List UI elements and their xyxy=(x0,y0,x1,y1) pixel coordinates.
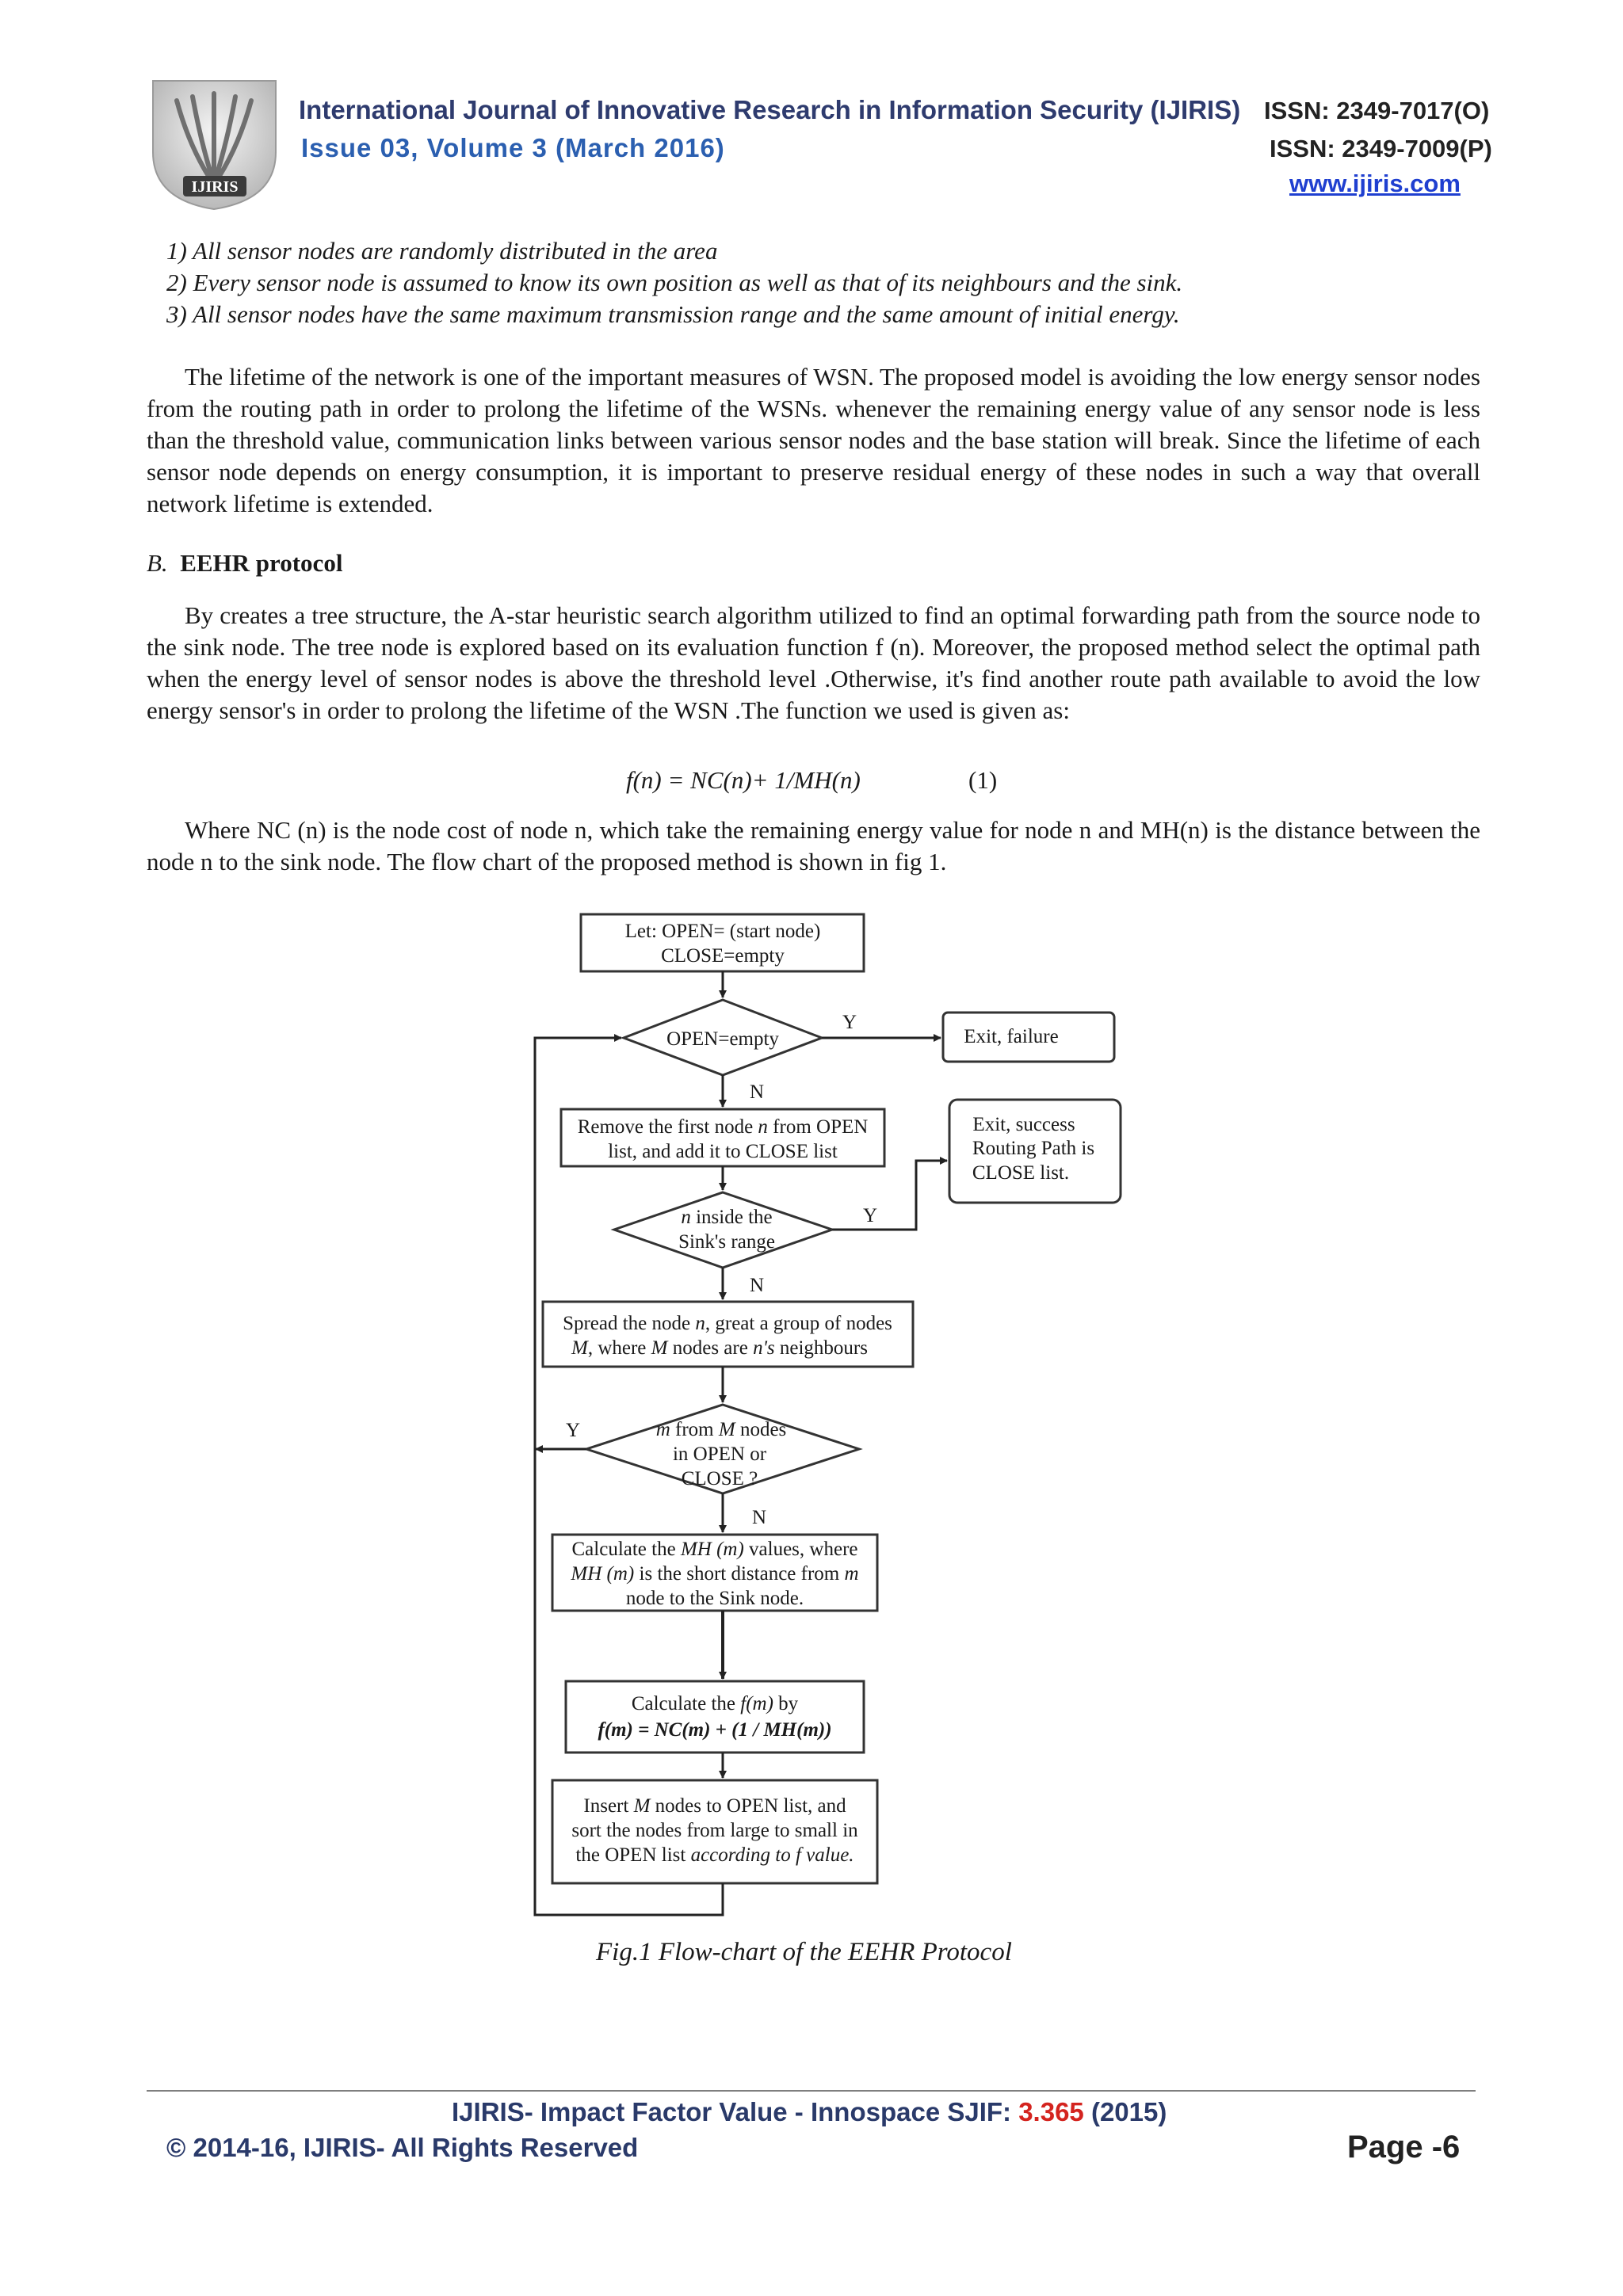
assumption-3: 3) All sensor nodes have the same maximum transmission range and the same amount of initial energy. xyxy=(166,300,1180,328)
remove-line-1-a: Remove the first node xyxy=(577,1116,758,1138)
remove-line-1-b: from OPEN xyxy=(767,1116,869,1138)
calc-f-line-2: f(m) = NC(m) + (1 / MH(m)) xyxy=(598,1719,832,1741)
decision-sink-line-1-b: inside the xyxy=(690,1207,773,1228)
footer-copyright: © 2014-16, IJIRIS- All Rights Reserved xyxy=(166,2133,639,2162)
footer-impact xyxy=(452,2097,1167,2127)
start-line-1: Let: OPEN= (start node) xyxy=(624,921,821,942)
footer-impact-value: 3.365 xyxy=(1018,2097,1084,2126)
equation-formula: f(n) = NC(n)+ 1/MH(n) xyxy=(626,766,861,794)
paragraph-astar-text: By creates a tree structure, the A-star heuristic search algorithm utilized to find an optimal forwarding path from the source node to the sink node. The tree node is explored based on its evaluation function f (n). Moreover, the proposed method select the optimal path when the energy level of sensor nodes is above the threshold level .Otherwise, it's find another route path available to avoid the low energy sensor's in order to prolong the lifetime of the WSN .The function we used is given as: xyxy=(147,601,1480,724)
decision-mnodes-line-1-M: M xyxy=(718,1419,735,1440)
yes-label-2: Y xyxy=(862,1205,878,1226)
footer-impact-b: (2015) xyxy=(1083,2097,1167,2126)
decision-mnodes-line-1-m: m xyxy=(655,1419,670,1440)
paragraph-lifetime-text: The lifetime of the network is one of the important measures of WSN. The proposed model is avoiding the low energy sensor nodes from the routing path in order to prolong the lifetime of the WSNs. whenever the remaining energy value of any sensor node is less than the threshold value, communication links between various sensor nodes and the base station will break. Since the lifetime of each sensor node depends on energy consumption, it is important to preserve residual energy of these nodes in such a way that overall network lifetime is extended. xyxy=(147,363,1480,517)
equation-number: (1) xyxy=(968,766,998,794)
spread-line-2-d: neighbours xyxy=(774,1337,869,1359)
exit-success-line-1: Exit, success xyxy=(972,1114,1075,1135)
issn-print: ISSN: 2349-7009(P) xyxy=(1270,135,1492,162)
spread-line-2 xyxy=(571,1337,868,1359)
calc-mh-line-1 xyxy=(572,1539,858,1560)
remove-line-1-n: n xyxy=(758,1116,768,1138)
calc-mh-line-2-i: MH (m) xyxy=(571,1563,635,1585)
insert-line-3 xyxy=(575,1844,854,1866)
remove-line-2: list, and add it to CLOSE list xyxy=(608,1141,838,1162)
footer-impact-a: IJIRIS- Impact Factor Value - Innospace SJIF: xyxy=(452,2097,1019,2126)
assumption-1: 1) All sensor nodes are randomly distributed in the area xyxy=(166,237,718,265)
start-line-2: CLOSE=empty xyxy=(661,945,785,967)
spread-line-2-ns: n's xyxy=(753,1337,775,1359)
insert-line-3-i: according to f value. xyxy=(690,1844,854,1866)
decision-sink-line-1-n: n xyxy=(681,1207,691,1228)
decision-sink-line-1 xyxy=(681,1207,772,1228)
calc-f-box xyxy=(566,1681,864,1753)
decision-mnodes-line-2: in OPEN or xyxy=(672,1444,767,1465)
spread-line-1-n: n xyxy=(695,1313,705,1334)
figure-caption: Fig.1 Flow-chart of the EEHR Protocol xyxy=(596,1938,1012,1966)
insert-line-1-a: Insert xyxy=(583,1795,634,1817)
exit-success-line-3: CLOSE list. xyxy=(972,1162,1070,1184)
calc-mh-line-2-b: is the short distance from xyxy=(634,1563,845,1585)
calc-mh-line-3: node to the Sink node. xyxy=(625,1588,804,1609)
spread-line-2-c: nodes are xyxy=(667,1337,754,1359)
decision-mnodes-line-1 xyxy=(656,1419,787,1440)
journal-title: International Journal of Innovative Research in Information Security (IJIRIS) xyxy=(299,95,1241,124)
page-number: Page -6 xyxy=(1347,2130,1461,2164)
spread-line-2-b: , where xyxy=(587,1337,651,1359)
calc-mh-line-1-i: MH (m) xyxy=(680,1539,744,1560)
no-label-1: N xyxy=(749,1081,765,1103)
section-title: EEHR protocol xyxy=(180,549,343,577)
footer-divider xyxy=(147,2090,1476,2092)
insert-line-1-b: nodes to OPEN list, and xyxy=(650,1795,846,1817)
assumption-2: 2) Every sensor node is assumed to know its own position as well as that of its neighbours and the sink. xyxy=(166,269,1183,296)
decision-sink-range xyxy=(614,1192,832,1268)
calc-f-line-1-i: f(m) xyxy=(740,1693,773,1714)
issn-online: ISSN: 2349-7017(O) xyxy=(1264,97,1490,124)
exit-failure-label: Exit, failure xyxy=(964,1026,1059,1047)
exit-success-line-2: Routing Path is xyxy=(972,1138,1095,1159)
calc-f-line-1-a: Calculate the xyxy=(631,1693,741,1714)
spread-line-1 xyxy=(563,1313,892,1334)
logo-text: IJIRIS xyxy=(191,178,239,196)
yes-label-1: Y xyxy=(842,1012,857,1033)
insert-line-2: sort the nodes from large to small in xyxy=(571,1820,858,1841)
calc-mh-line-1-a: Calculate the xyxy=(571,1539,681,1560)
no-label-2: N xyxy=(749,1275,765,1296)
decision-mnodes-line-1-b: from xyxy=(670,1419,719,1440)
insert-line-1-M: M xyxy=(633,1795,651,1817)
calc-mh-line-2 xyxy=(570,1563,858,1585)
remove-line-1 xyxy=(578,1116,869,1138)
yes-label-3: Y xyxy=(565,1420,581,1441)
insert-line-3-a: the OPEN list xyxy=(575,1844,691,1866)
decision-mnodes-line-1-c: nodes xyxy=(735,1419,787,1440)
decision-mnodes-line-3: CLOSE ? xyxy=(681,1468,758,1489)
issue-info: Issue 03, Volume 3 (March 2016) xyxy=(301,133,725,162)
decision-open-empty-label: OPEN=empty xyxy=(666,1028,779,1050)
website-link[interactable]: www.ijiris.com xyxy=(1289,170,1461,197)
no-label-3: N xyxy=(751,1507,767,1528)
spread-line-2-m2: M xyxy=(651,1337,668,1359)
calc-mh-line-1-b: values, where xyxy=(743,1539,858,1560)
calc-f-line-1 xyxy=(632,1693,799,1714)
spread-line-2-m: M xyxy=(571,1337,588,1359)
section-letter: B. xyxy=(147,549,168,577)
insert-line-1 xyxy=(583,1795,846,1817)
paragraph-nodecost-text: Where NC (n) is the node cost of node n, which take the remaining energy value for node n and MH(n) is the distance between the node n to the sink node. The flow chart of the proposed method is shown in fig 1. xyxy=(147,816,1480,875)
calc-f-line-1-b: by xyxy=(773,1693,799,1714)
spread-line-1-b: , great a group of nodes xyxy=(705,1313,892,1334)
spread-line-1-a: Spread the node xyxy=(563,1313,696,1334)
calc-mh-line-2-m: m xyxy=(844,1563,859,1585)
decision-sink-line-2: Sink's range xyxy=(678,1231,775,1253)
